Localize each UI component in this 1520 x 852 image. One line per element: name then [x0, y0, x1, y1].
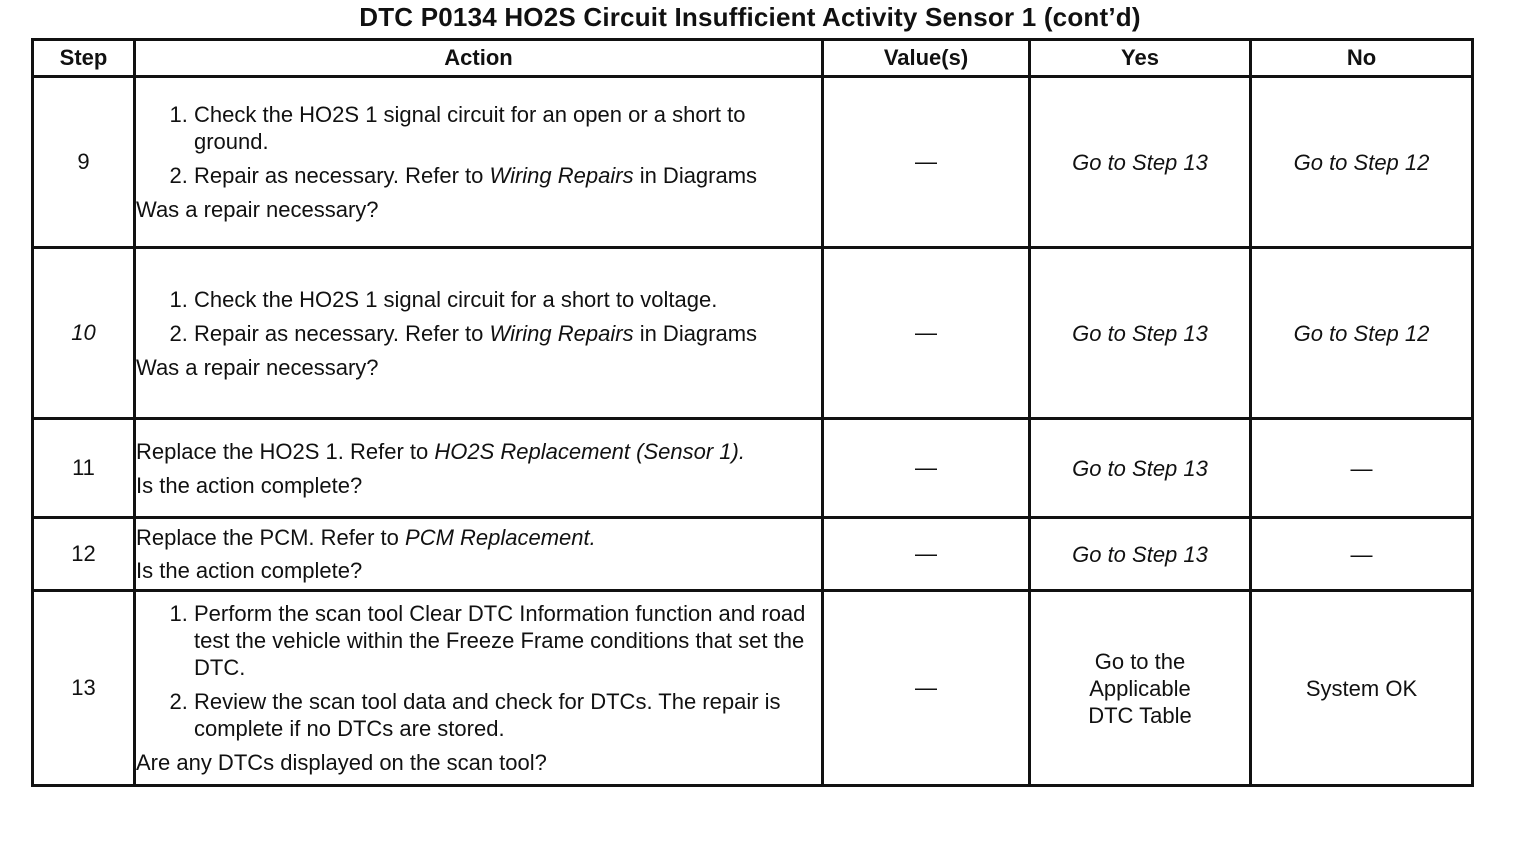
step-number: 10: [33, 248, 135, 419]
action-paragraph: [136, 524, 821, 551]
action-text: in Diagrams: [633, 163, 758, 188]
reference-link-text: Wiring Repairs: [489, 163, 634, 188]
action-text: Check the HO2S 1 signal circuit for an open or a short to ground.: [194, 102, 746, 154]
reference-link-text: PCM Replacement.: [405, 525, 596, 550]
action-cell: [135, 419, 823, 518]
step-number: 9: [33, 77, 135, 248]
action-text: Perform the scan tool Clear DTC Information function and road test the vehicle within the Freeze Frame conditions that set the DTC.: [194, 601, 806, 680]
reference-link-text: HO2S Replacement (Sensor 1).: [434, 438, 745, 464]
list-item: [194, 688, 821, 742]
table-row: [33, 77, 1473, 248]
question-text: Are any DTCs displayed on the scan tool?: [136, 750, 547, 775]
list-item: [194, 320, 821, 347]
action-text: Repair as necessary. Refer to: [194, 163, 490, 188]
yes-cell: Go to Step 13: [1030, 248, 1251, 419]
list-item: [194, 162, 821, 189]
yes-cell: Go to Step 13: [1030, 419, 1251, 518]
action-cell: [135, 248, 823, 419]
action-list: [136, 600, 821, 742]
value-cell: —: [823, 591, 1030, 786]
header-yes: Yes: [1030, 40, 1251, 77]
yes-cell: Go to the Applicable DTC Table: [1030, 591, 1251, 786]
action-text: Replace the PCM. Refer to: [136, 525, 406, 550]
action-paragraph: [136, 438, 821, 465]
action-cell: [135, 518, 823, 591]
no-cell: System OK: [1251, 591, 1473, 786]
no-cell: Go to Step 12: [1251, 248, 1473, 419]
question-text: Was a repair necessary?: [136, 197, 379, 222]
action-text: Review the scan tool data and check for DTCs. The repair is complete if no DTCs are stored.: [194, 689, 781, 741]
value-cell: —: [823, 77, 1030, 248]
table-row: [33, 518, 1473, 591]
header-step: Step: [33, 40, 135, 77]
table-row: [33, 419, 1473, 518]
step-number: 13: [33, 591, 135, 786]
header-action: Action: [135, 40, 823, 77]
value-cell: —: [823, 518, 1030, 591]
list-item: [194, 286, 821, 313]
no-cell: Go to Step 12: [1251, 77, 1473, 248]
table-row: [33, 591, 1473, 786]
action-text: Check the HO2S 1 signal circuit for a short to voltage.: [194, 286, 718, 312]
list-item: [194, 101, 821, 155]
page-title: DTC P0134 HO2S Circuit Insufficient Activity Sensor 1 (cont’d): [359, 2, 1141, 32]
reference-link-text: Wiring Repairs: [489, 320, 634, 346]
action-cell: [135, 77, 823, 248]
action-text: Replace the HO2S 1. Refer to: [136, 438, 435, 464]
action-list: [136, 286, 821, 347]
no-cell: —: [1251, 518, 1473, 591]
question-text: Is the action complete?: [136, 472, 363, 498]
list-item: [194, 600, 821, 681]
yes-cell: Go to Step 13: [1030, 518, 1251, 591]
value-cell: —: [823, 419, 1030, 518]
step-number: 12: [33, 518, 135, 591]
action-text: Repair as necessary. Refer to: [194, 320, 490, 346]
diagnostic-table: [31, 38, 1474, 787]
header-no: No: [1251, 40, 1473, 77]
question-text: Was a repair necessary?: [136, 354, 379, 380]
action-list: [136, 101, 821, 189]
header-values: Value(s): [823, 40, 1030, 77]
value-cell: —: [823, 248, 1030, 419]
yes-cell: Go to Step 13: [1030, 77, 1251, 248]
step-number: 11: [33, 419, 135, 518]
no-cell: —: [1251, 419, 1473, 518]
action-cell: [135, 591, 823, 786]
action-text: in Diagrams: [633, 320, 758, 346]
question-text: Is the action complete?: [136, 558, 363, 583]
header-row: [33, 40, 1473, 77]
table-row: [33, 248, 1473, 419]
